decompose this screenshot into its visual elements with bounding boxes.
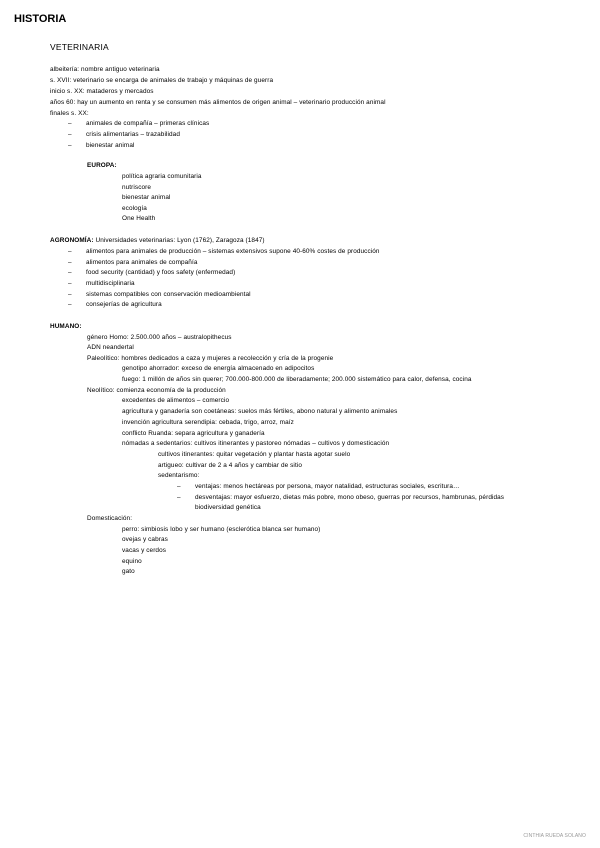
list-item: bienestar animal <box>86 142 135 149</box>
humano-line: biodiversidad genética <box>195 504 261 511</box>
list-item: ecología <box>122 205 147 212</box>
bullet-dash: – <box>68 259 72 266</box>
humano-line: ADN neandertal <box>87 344 134 351</box>
bullet-dash: – <box>177 494 181 501</box>
list-item: multidisciplinaria <box>86 280 135 287</box>
bullet-dash: – <box>68 280 72 287</box>
humano-line: genotipo ahorrador: exceso de energía almacenado en adipocitos <box>122 365 315 372</box>
section-title: VETERINARIA <box>50 42 109 52</box>
humano-line: sedentarismo: <box>158 472 200 479</box>
humano-line: desventajas: mayor esfuerzo, dietas más pobre, mono obeso, guerras por recursos, hambrunas, pérdidas <box>195 494 505 501</box>
list-item: crisis alimentarias – trazabilidad <box>86 131 180 138</box>
humano-line: artigueo: cultivar de 2 a 4 años y cambiar de sitio <box>158 462 302 469</box>
footer-author: CINTHIA RUEDA SOLANO <box>523 833 586 839</box>
europa-label: EUROPA: <box>87 162 117 169</box>
domesticacion-label: Domesticación: <box>87 515 133 522</box>
list-item: food security (cantidad) y foos safety (enfermedad) <box>86 269 236 276</box>
intro-line: albeitería: nombre antiguo veterinaria <box>50 66 160 73</box>
list-item: animales de compañía – primeras clínicas <box>86 120 210 127</box>
humano-line: género Homo: 2.500.000 años – australopithecus <box>87 334 232 341</box>
page-title: HISTORIA <box>14 13 67 25</box>
bullet-dash: – <box>68 291 72 298</box>
humano-line: agricultura y ganadería son coetáneas: suelos más fértiles, abono natural y alimento animales <box>122 408 398 415</box>
humano-line: fuego: 1 millón de años sin querer; 700.000-800.000 de liberadamente; 200.000 sistemático para calor, defensa, cocina <box>122 376 472 383</box>
intro-line: años 60: hay un aumento en renta y se consumen más alimentos de origen animal – veterinario producción animal <box>50 99 386 106</box>
intro-line: inicio s. XX: mataderos y mercados <box>50 88 154 95</box>
list-item: bienestar animal <box>122 194 171 201</box>
humano-line: Paleolítico: hombres dedicados a caza y mujeres a recolección y cría de la progenie <box>87 355 334 362</box>
list-item: vacas y cerdos <box>122 547 167 554</box>
agronomia-text: Universidades veterinarias: Lyon (1762), Zaragoza (1847) <box>93 237 265 244</box>
humano-line: Neolítico: comienza economía de la producción <box>87 387 226 394</box>
bullet-dash: – <box>68 131 72 138</box>
list-item: política agraria comunitaria <box>122 173 202 180</box>
list-item: gato <box>122 568 135 575</box>
list-item: alimentos para animales de compañía <box>86 259 198 266</box>
list-item: perro: simbiosis lobo y ser humano (esclerótica blanca ser humano) <box>122 526 321 533</box>
list-item: consejerías de agricultura <box>86 301 162 308</box>
humano-line: excedentes de alimentos – comercio <box>122 397 230 404</box>
bullet-dash: – <box>68 301 72 308</box>
humano-line: cultivos itinerantes: quitar vegetación y plantar hasta agotar suelo <box>158 451 351 458</box>
bullet-dash: – <box>68 120 72 127</box>
list-item: alimentos para animales de producción – sistemas extensivos supone 40-60% costes de producción <box>86 248 380 255</box>
bullet-dash: – <box>68 269 72 276</box>
bullet-dash: – <box>68 248 72 255</box>
list-item: ovejas y cabras <box>122 536 168 543</box>
agronomia-label: AGRONOMÍA: <box>50 237 94 244</box>
bullet-dash: – <box>177 483 181 490</box>
list-item: equino <box>122 558 142 565</box>
humano-line: ventajas: menos hectáreas por persona, mayor natalidad, estructuras sociales, escritura… <box>195 483 460 490</box>
humano-line: nómadas a sedentarios: cultivos itinerantes y pastoreo nómadas – cultivos y domesticación <box>122 440 390 447</box>
bullet-dash: – <box>68 142 72 149</box>
intro-line: finales s. XX: <box>50 110 89 117</box>
list-item: One Health <box>122 215 156 222</box>
agronomia-line <box>50 236 265 246</box>
intro-line: s. XVII: veterinario se encarga de animales de trabajo y máquinas de guerra <box>50 77 274 84</box>
humano-line: conflicto Ruanda: separa agricultura y ganadería <box>122 430 265 437</box>
list-item: nutriscore <box>122 184 152 191</box>
list-item: sistemas compatibles con conservación medioambiental <box>86 291 251 298</box>
humano-label: HUMANO: <box>50 323 82 330</box>
humano-line: invención agricultura serendipia: cebada, trigo, arroz, maíz <box>122 419 294 426</box>
